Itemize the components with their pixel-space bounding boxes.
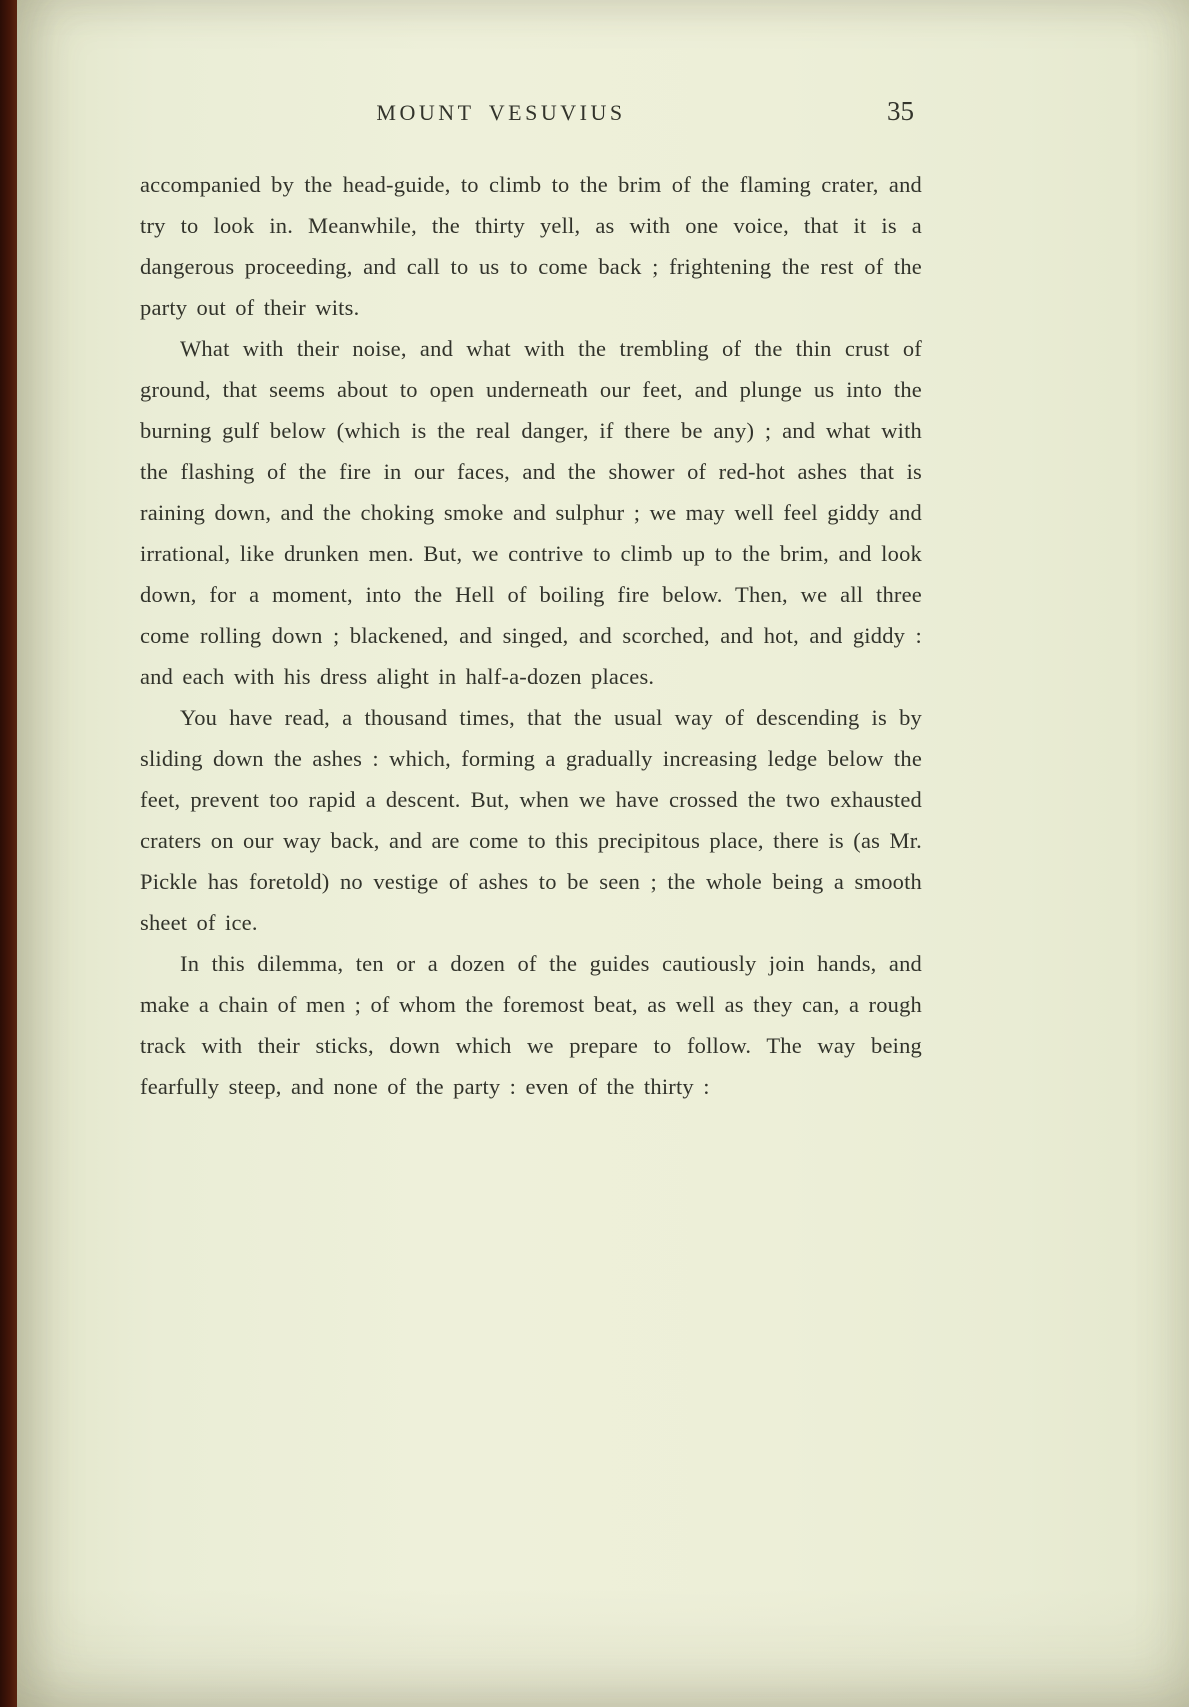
page-content [140, 96, 922, 1107]
page-number: 35 [887, 96, 914, 126]
scan-binding-edge [0, 0, 17, 1707]
page-header [140, 96, 922, 146]
paragraph-2: What with their noise, and what with the trembling of the thin crust of ground, that seems about to open underneath our feet, and plunge us into the burning gulf below (which is the real danger, if there be any) ; and what with the flashing of the fire in our faces, and the shower of red-hot ashes that is raining down, and the choking smoke and sulphur ; we may well feel giddy and irrational, like drunken men. But, we contrive to climb up to the brim, and look down, for a moment, into the Hell of boiling fire below. Then, we all three come rolling down ; blackened, and singed, and scorched, and hot, and giddy : and each with his dress alight in half-a-dozen places. [140, 336, 922, 689]
running-head-title: MOUNT VESUVIUS [376, 100, 626, 125]
book-page [17, 0, 1189, 1707]
paragraph-1: accompanied by the head-guide, to climb to the brim of the flaming crater, and try to look in. Meanwhile, the thirty yell, as with one voice, that it is a dangerous proceeding, and call to us to come back ; frightening the rest of the party out of their wits. [140, 172, 922, 320]
paragraph-3: You have read, a thousand times, that the usual way of descending is by sliding down the ashes : which, forming a gradually increasing ledge below the feet, prevent too rapid a descent. But, when we have crossed the two exhausted craters on our way back, and are come to this precipitous place, there is (as Mr. Pickle has foretold) no vestige of ashes to be seen ; the whole being a smooth sheet of ice. [140, 705, 922, 935]
paragraph-4: In this dilemma, ten or a dozen of the guides cautiously join hands, and make a chain of men ; of whom the foremost beat, as well as they can, a rough track with their sticks, down which we prepare to follow. The way being fearfully steep, and none of the party : even of the thirty : [140, 951, 922, 1099]
body-text [140, 164, 922, 1107]
